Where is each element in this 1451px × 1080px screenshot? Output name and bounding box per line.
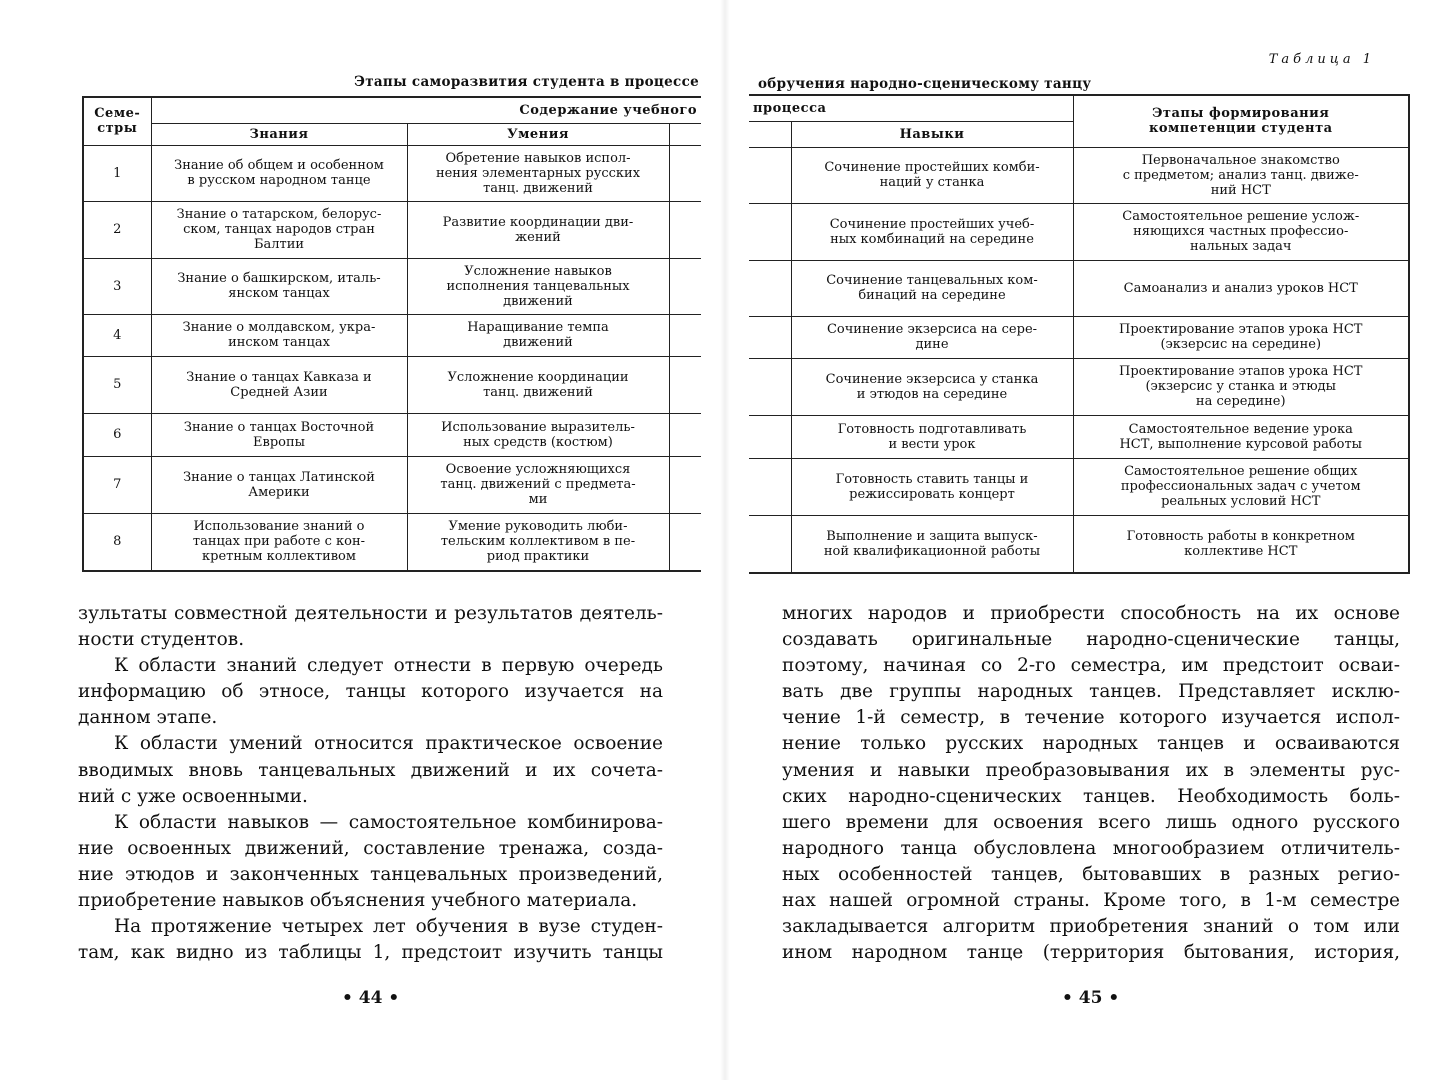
table-row — [749, 415, 1409, 458]
table-left-half — [82, 96, 701, 572]
body-text-left — [78, 601, 663, 966]
cell-habits: Сочинение экзерсиса на сере- дине — [791, 316, 1073, 358]
text-line: К области знаний следует отнести в первую очередь — [114, 655, 663, 677]
cell-empty — [749, 515, 791, 573]
cell-empty — [749, 260, 791, 316]
text-line: ние освоенных движений, составление тренажа, созда- — [78, 837, 663, 859]
text-line: ских народно-сценических танцев. Необходимость боль- — [782, 785, 1400, 807]
cell-empty — [669, 258, 701, 314]
text-line: ний с уже освоенными. — [78, 785, 308, 807]
table-row — [749, 316, 1409, 358]
cell-skills: Усложнение навыков исполнения танцевальных движений — [407, 258, 669, 314]
cell-habits: Сочинение экзерсиса у станка и этюдов на середине — [791, 358, 1073, 415]
header-empty-cell — [749, 121, 791, 147]
cell-semester: 5 — [83, 356, 151, 413]
table-row — [749, 515, 1409, 573]
table-row — [83, 201, 701, 258]
cell-stages: Проектирование этапов урока НСТ (экзерсис у станка и этюды на середине) — [1073, 358, 1409, 415]
cell-semester: 8 — [83, 513, 151, 571]
text-line: приобретение навыков объяснения учебного материала. — [78, 890, 638, 912]
cell-semester: 3 — [83, 258, 151, 314]
header-empty-cell — [669, 123, 701, 145]
left-page — [0, 0, 725, 1080]
table-row — [749, 358, 1409, 415]
cell-semester: 6 — [83, 413, 151, 456]
header-semesters: Семе- стры — [83, 97, 151, 145]
cell-knowledge: Знание о башкирском, италь- янском танцах — [151, 258, 407, 314]
cell-semester: 4 — [83, 314, 151, 356]
cell-knowledge: Знание о татарском, белорус- ском, танцах народов стран Балтии — [151, 201, 407, 258]
table-caption-right: обручения народно-сценическому танцу — [758, 76, 1092, 92]
cell-empty — [669, 145, 701, 201]
cell-stages: Самоанализ и анализ уроков НСТ — [1073, 260, 1409, 316]
cell-skills: Использование выразитель- ных средств (костюм) — [407, 413, 669, 456]
cell-semester: 1 — [83, 145, 151, 201]
cell-skills: Усложнение координации танц. движений — [407, 356, 669, 413]
cell-knowledge: Знание об общем и особенном в русском народном танце — [151, 145, 407, 201]
cell-skills: Развитие координации дви- жений — [407, 201, 669, 258]
cell-empty — [749, 358, 791, 415]
cell-empty — [669, 201, 701, 258]
cell-habits: Готовность ставить танцы и режиссировать концерт — [791, 458, 1073, 515]
cell-empty — [669, 456, 701, 513]
text-line: К области навыков — самостоятельное комбинирова- — [114, 811, 663, 833]
cell-knowledge: Знание о молдавском, укра- инском танцах — [151, 314, 407, 356]
header-row — [749, 95, 1409, 121]
cell-empty — [749, 147, 791, 203]
header-row — [83, 123, 701, 145]
text-line: нах нашей огромной страны. Кроме того, в 1-м семестре — [782, 890, 1400, 912]
text-line: ние этюдов и законченных танцевальных произведений, — [78, 863, 663, 885]
text-line: ности студентов. — [78, 629, 245, 651]
cell-semester: 2 — [83, 201, 151, 258]
text-line: умения и навыки преобразовывания их в элементы рус- — [782, 759, 1400, 781]
text-line: народного танца обусловлена многообразием отличитель- — [782, 837, 1400, 859]
table-row — [749, 458, 1409, 515]
body-text-right — [782, 601, 1400, 966]
header-knowledge: Знания — [151, 123, 407, 145]
cell-habits: Сочинение танцевальных ком- бинаций на середине — [791, 260, 1073, 316]
cell-empty — [669, 513, 701, 571]
table-row — [83, 258, 701, 314]
table-row — [83, 356, 701, 413]
table-row — [83, 314, 701, 356]
table-row — [749, 147, 1409, 203]
page-number-left: • 44 • — [342, 988, 400, 1008]
text-line: там, как видно из таблицы 1, предстоит изучить танцы — [78, 942, 663, 964]
table-row — [83, 145, 701, 201]
cell-knowledge: Использование знаний о танцах при работе с кон- кретным коллективом — [151, 513, 407, 571]
cell-stages: Готовность работы в конкретном коллективе НСТ — [1073, 515, 1409, 573]
text-line: данном этапе. — [78, 707, 218, 729]
cell-empty — [669, 413, 701, 456]
text-line: На протяжение четырех лет обучения в вузе студен- — [114, 916, 663, 938]
cell-skills: Обретение навыков испол- нения элементарных русских танц. движений — [407, 145, 669, 201]
text-line: создавать оригинальные народно-сценические танцы, — [782, 629, 1400, 651]
cell-empty — [669, 314, 701, 356]
table-row — [83, 413, 701, 456]
cell-empty — [749, 415, 791, 458]
text-line: зультаты совместной деятельности и результатов деятель- — [78, 603, 663, 624]
text-line: нение только русских народных танцев и осваиваются — [782, 733, 1400, 755]
table-right-half — [749, 94, 1410, 574]
cell-habits: Сочинение простейших учеб- ных комбинаций на середине — [791, 203, 1073, 260]
cell-empty — [749, 458, 791, 515]
cell-stages: Первоначальное знакомство с предметом; анализ танц. движе- ний НСТ — [1073, 147, 1409, 203]
table-row — [749, 203, 1409, 260]
header-habits: Навыки — [791, 121, 1073, 147]
header-content-right: процесса — [749, 95, 1073, 121]
cell-knowledge: Знание о танцах Кавказа и Средней Азии — [151, 356, 407, 413]
cell-empty — [749, 316, 791, 358]
page-number-right: • 45 • — [1062, 988, 1120, 1008]
text-line: шего времени для освоения всего лишь одного русского — [782, 811, 1400, 833]
cell-habits: Готовность подготавливать и вести урок — [791, 415, 1073, 458]
cell-skills: Наращивание темпа движений — [407, 314, 669, 356]
table-row — [83, 513, 701, 571]
cell-habits: Сочинение простейших комби- наций у станка — [791, 147, 1073, 203]
cell-knowledge: Знание о танцах Латинской Америки — [151, 456, 407, 513]
cell-habits: Выполнение и защита выпуск- ной квалификационной работы — [791, 515, 1073, 573]
text-line: информацию об этносе, танцы которого изучается на — [78, 681, 663, 703]
text-line: ином народном танце (территория бытования, история, — [782, 942, 1400, 964]
right-page — [725, 0, 1451, 1080]
cell-stages: Самостоятельное решение услож- няющихся частных профессио- нальных задач — [1073, 203, 1409, 260]
table-row — [83, 456, 701, 513]
cell-stages: Самостоятельное решение общих профессиональных задач с учетом реальных условий НСТ — [1073, 458, 1409, 515]
text-line: многих народов и приобрести способность на их основе — [782, 603, 1400, 624]
cell-skills: Освоение усложняющихся танц. движений с предмета- ми — [407, 456, 669, 513]
text-line: поэтому, начиная со 2-го семестра, им предстоит осваи- — [782, 655, 1400, 677]
header-content-left: Содержание учебного — [151, 97, 701, 123]
header-stages: Этапы формирования компетенции студента — [1073, 95, 1409, 147]
cell-stages: Проектирование этапов урока НСТ (экзерсис на середине) — [1073, 316, 1409, 358]
cell-stages: Самостоятельное ведение урока НСТ, выполнение курсовой работы — [1073, 415, 1409, 458]
cell-skills: Умение руководить люби- тельским коллективом в пе- риод практики — [407, 513, 669, 571]
table-label: Таблица 1 — [1268, 52, 1375, 67]
cell-semester: 7 — [83, 456, 151, 513]
cell-knowledge: Знание о танцах Восточной Европы — [151, 413, 407, 456]
text-line: вводимых вновь танцевальных движений и их сочета- — [78, 759, 663, 781]
text-line: К области умений относится практическое освоение — [114, 733, 663, 755]
text-line: чение 1-й семестр, в течение которого изучается испол- — [782, 707, 1400, 729]
text-line: закладывается алгоритм приобретения знаний о том или — [782, 916, 1400, 938]
table-row — [749, 260, 1409, 316]
text-line: вать две группы народных танцев. Представляет исклю- — [782, 681, 1400, 703]
cell-empty — [669, 356, 701, 413]
table-caption-left: Этапы саморазвития студента в процессе — [354, 74, 699, 90]
text-line: ных особенностей танцев, бытовавших в разных регио- — [782, 863, 1400, 885]
header-skills: Умения — [407, 123, 669, 145]
header-row — [83, 97, 701, 123]
cell-empty — [749, 203, 791, 260]
